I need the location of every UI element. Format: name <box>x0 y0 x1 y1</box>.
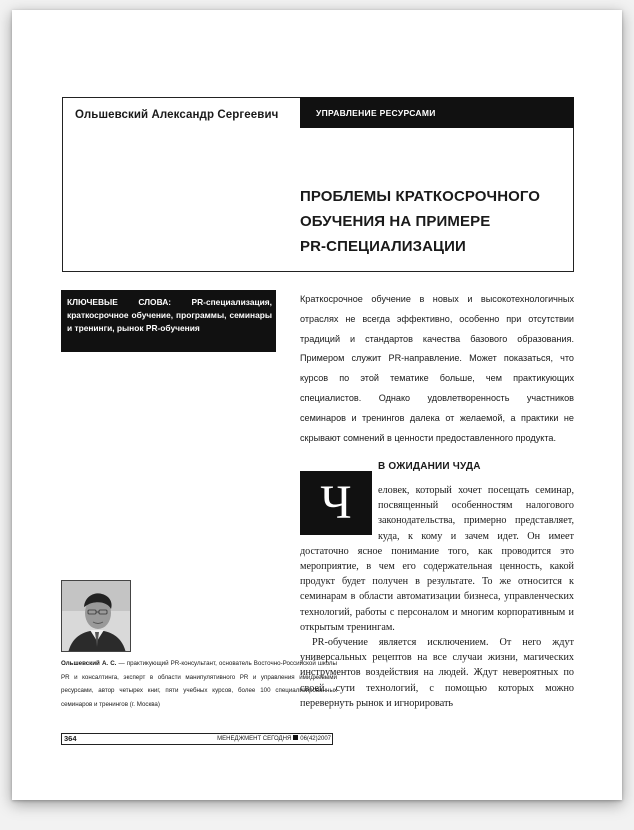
author-bio <box>61 657 337 711</box>
section-heading: В ОЖИДАНИИ ЧУДА <box>378 461 481 472</box>
author-photo-image <box>62 581 131 652</box>
article-title <box>300 184 560 259</box>
author-photo <box>61 580 131 652</box>
journal-name: МЕНЕДЖМЕНТ СЕГОДНЯ <box>217 736 292 742</box>
body-paragraph <box>300 483 574 635</box>
article-body <box>300 483 574 711</box>
author-name: Ольшевский Александр Сергеевич <box>75 109 279 121</box>
bio-text: — практикующий PR-консультант, основатель Восточно-Российской школы PR и консалтинга, эксперт в области манипулятивного PR и управления имиджевыми ресурсами, автор четырех книг, пяти учебных курсов, более 100 специализированных семинаров и тренингов (г. Москва) <box>61 660 337 708</box>
intro-paragraph: Краткосрочное обучение в новых и высокотехнологичных отраслях не всегда эффективно, особенно при отсутствии традиций и стандартов качества базового образования. Примером служит PR-направление. Может показаться, что курсов по этой тематике больше, чем практикующих специалистов. Однако удовлетворенность участников семинаров и тренингов далека от желаемой, а практики не скрывают сомнений в ценности предоставленного продукта. <box>300 294 574 443</box>
square-icon <box>293 735 298 740</box>
section-label <box>300 97 574 128</box>
article-title-line: ОБУЧЕНИЯ НА ПРИМЕРЕ <box>300 213 491 230</box>
body-paragraph-text: еловек, который хочет посещать семинар, посвященный особенностям налогового законодательства, примерно представляет, куда, к кому и зачем идет. Он имеет достаточно ясное понимание того, как проводится это мероприятие, в чем его содержательная ценность, какой продукт будет получен в результате. То же относится к семинарам в области автоматизации бизнеса, управленческих технологий, работы с персоналом и многим корпоративным и открытым тренингам. <box>300 485 574 633</box>
article-title-line: ПРОБЛЕМЫ КРАТКОСРОЧНОГО <box>300 188 541 205</box>
keywords-text: КЛЮЧЕВЫЕ СЛОВА: PR-специализация, краткосрочное обучение, программы, семинары и тренинги, рынок PR-обучения <box>67 297 272 333</box>
bio-name: Ольшевский А. С. <box>61 660 117 667</box>
article-title-line: PR-СПЕЦИАЛИЗАЦИИ <box>300 238 466 255</box>
drop-cap-spacer <box>300 483 378 541</box>
page-number: 364 <box>64 734 77 743</box>
drop-cap-letter: Ч <box>320 476 352 529</box>
journal-info <box>205 735 331 742</box>
body-paragraph: PR-обучение является исключением. От него ждут универсальных рецептов на все случаи жизни, магических инструментов воздействия на людей. Ждут невероятных по своей сути технологий, с помощью которых можно перевернуть рынок и игнорировать <box>300 637 574 709</box>
journal-issue: 06(42)2007 <box>300 736 331 742</box>
section-label-text: УПРАВЛЕНИЕ РЕСУРСАМИ <box>316 107 436 118</box>
keywords-box <box>61 290 276 352</box>
